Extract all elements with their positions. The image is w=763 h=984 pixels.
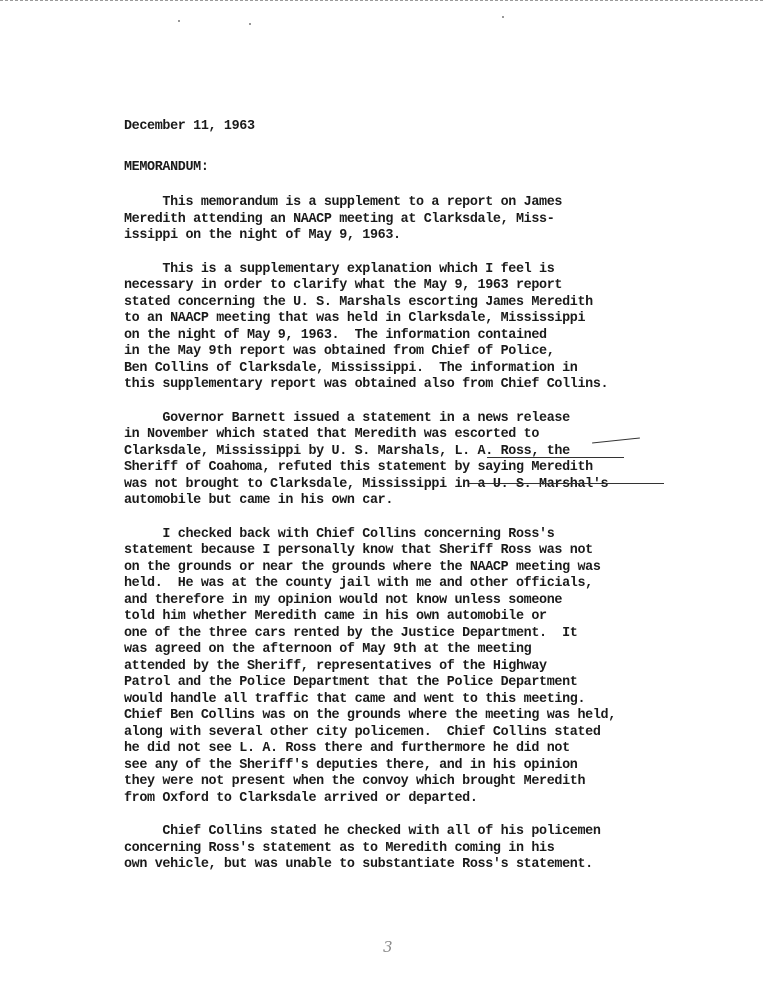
memo-line: one of the three cars rented by the Justice Department. It xyxy=(124,625,578,641)
memo-line: on the night of May 9, 1963. The information contained xyxy=(124,327,547,343)
memo-line: see any of the Sheriff's deputies there, and in his opinion xyxy=(124,757,578,773)
memo-line: Patrol and the Police Department that the Police Department xyxy=(124,675,578,690)
scan-speck xyxy=(502,16,504,18)
memo-line: in the May 9th report was obtained from Chief of Police, xyxy=(124,344,555,359)
memo-heading: MEMORANDUM: xyxy=(124,159,209,175)
memo-line: told him whether Meredith came in his own automobile or xyxy=(124,609,547,624)
memo-line: necessary in order to clarify what the May 9, 1963 report xyxy=(124,278,563,293)
memo-paragraph-2 xyxy=(124,262,724,394)
memo-paragraph-5 xyxy=(124,824,724,874)
memo-line: Governor Barnett issued a statement in a news release xyxy=(124,410,570,426)
memo-line: stated concerning the U. S. Marshals escorting James Meredith xyxy=(124,294,593,310)
memo-line: Chief Ben Collins was on the grounds where the meeting was held, xyxy=(124,708,616,723)
memo-line: to an NAACP meeting that was held in Clarksdale, Mississippi xyxy=(124,311,586,326)
memo-line: automobile but came in his own car. xyxy=(124,493,393,508)
memo-line: was not brought to Clarksdale, Mississippi in a U. S. Marshal's xyxy=(124,476,609,492)
memo-date: December 11, 1963 xyxy=(124,119,255,134)
memo-line: issippi on the night of May 9, 1963. xyxy=(124,228,401,243)
memo-line: and therefore in my opinion would not know unless someone xyxy=(124,592,563,608)
memo-line: own vehicle, but was unable to substantiate Ross's statement. xyxy=(124,857,593,872)
memo-paragraph-3 xyxy=(124,411,724,510)
memo-document xyxy=(124,119,724,891)
handwritten-underline xyxy=(469,483,664,484)
memo-line: Meredith attending an NAACP meeting at Clarksdale, Miss- xyxy=(124,211,555,227)
scan-speck xyxy=(178,20,180,22)
memo-line: on the grounds or near the grounds where the NAACP meeting was xyxy=(124,559,601,575)
memo-line: Sheriff of Coahoma, refuted this statement by saying Meredith xyxy=(124,460,593,475)
handwritten-underline xyxy=(487,457,624,458)
memo-line: This is a supplementary explanation which I feel is xyxy=(124,261,555,277)
memo-line: he did not see L. A. Ross there and furthermore he did not xyxy=(124,741,570,756)
page-top-edge xyxy=(0,0,763,1)
memo-line: concerning Ross's statement as to Meredith coming in his xyxy=(124,840,555,856)
memo-line: would handle all traffic that came and went to this meeting. xyxy=(124,691,586,707)
memo-line: I checked back with Chief Collins concerning Ross's xyxy=(124,526,555,542)
memo-line: Clarksdale, Mississippi by U. S. Marshals, L. A. Ross, the xyxy=(124,443,570,459)
memo-line: was agreed on the afternoon of May 9th at the meeting xyxy=(124,642,532,657)
memo-line: Chief Collins stated he checked with all of his policemen xyxy=(124,824,601,839)
memo-line: statement because I personally know that Sheriff Ross was not xyxy=(124,543,593,558)
memo-line: from Oxford to Clarksdale arrived or departed. xyxy=(124,790,478,806)
memo-line: in November which stated that Meredith was escorted to xyxy=(124,427,547,442)
memo-line: Ben Collins of Clarksdale, Mississippi. The information in xyxy=(124,360,578,376)
memo-line: this supplementary report was obtained also from Chief Collins. xyxy=(124,377,609,392)
memo-paragraph-1 xyxy=(124,195,724,245)
memo-line: held. He was at the county jail with me and other officials, xyxy=(124,576,593,591)
memo-line: This memorandum is a supplement to a report on James xyxy=(124,195,563,210)
memo-line: along with several other city policemen. Chief Collins stated xyxy=(124,724,601,740)
memo-line: they were not present when the convoy which brought Meredith xyxy=(124,774,586,789)
scan-speck xyxy=(249,23,251,25)
memo-line: attended by the Sheriff, representatives of the Highway xyxy=(124,658,547,674)
page-number: 3 xyxy=(383,938,393,956)
memo-paragraph-4 xyxy=(124,527,724,808)
